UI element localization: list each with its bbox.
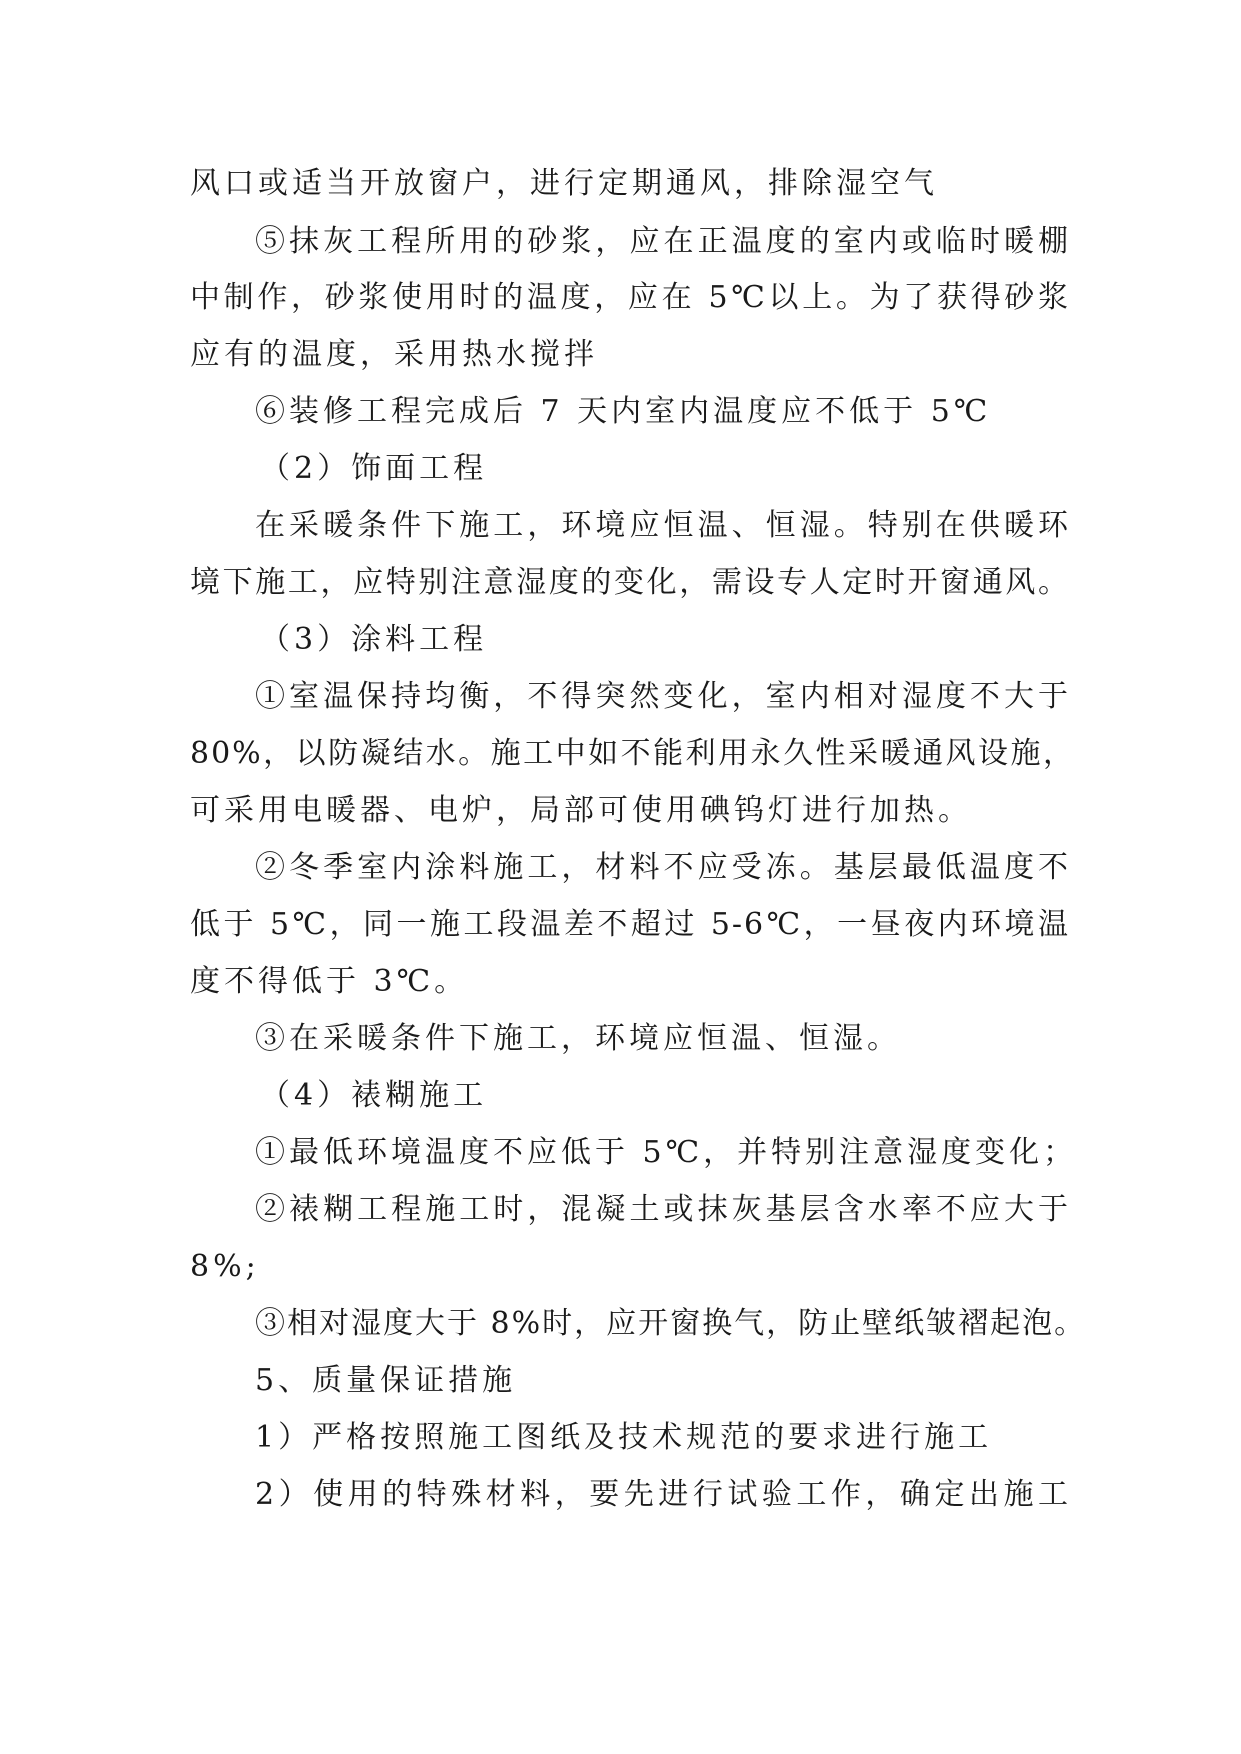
paragraph-line: 在采暖条件下施工，环境应恒温、恒湿。特别在供暖环 (255, 508, 1070, 543)
document-page (190, 0, 1087, 1754)
paragraph-line: ③在采暖条件下施工，环境应恒温、恒湿。 (255, 1021, 901, 1056)
paragraph-line: ②冬季室内涂料施工，材料不应受冻。基层最低温度不 (255, 850, 1070, 885)
paragraph-line: 应有的温度，采用热水搅拌 (190, 337, 598, 372)
section-heading: （4）裱糊施工 (260, 1078, 488, 1113)
paragraph-line: ②裱糊工程施工时，混凝土或抹灰基层含水率不应大于 (255, 1192, 1070, 1227)
section-heading: （3）涂料工程 (260, 622, 488, 657)
paragraph-line: 低于 5℃，同一施工段温差不超过 5-6℃，一昼夜内环境温 (190, 907, 1070, 942)
paragraph-line: ①室温保持均衡，不得突然变化，室内相对湿度不大于 (255, 679, 1070, 714)
paragraph-line: 可采用电暖器、电炉，局部可使用碘钨灯进行加热。 (190, 793, 972, 828)
paragraph-line: 风口或适当开放窗户，进行定期通风，排除湿空气 (190, 166, 938, 201)
paragraph-line: 2）使用的特殊材料，要先进行试验工作，确定出施工 (255, 1477, 1070, 1512)
paragraph-line: 80%，以防凝结水。施工中如不能利用永久性采暖通风设施， (190, 736, 1075, 771)
paragraph-line: 1）严格按照施工图纸及技术规范的要求进行施工 (255, 1420, 993, 1455)
section-heading: （2）饰面工程 (260, 451, 488, 486)
paragraph-line: ③相对湿度大于 8%时，应开窗换气，防止壁纸皱褶起泡。 (255, 1306, 1087, 1341)
section-heading: 5、质量保证措施 (255, 1363, 517, 1398)
paragraph-line: ⑥装修工程完成后 7 天内室内温度应不低于 5℃ (255, 394, 992, 429)
paragraph-line: ⑤抹灰工程所用的砂浆，应在正温度的室内或临时暖棚 (255, 224, 1070, 259)
paragraph-line: 8%; (190, 1249, 260, 1284)
paragraph-line: ①最低环境温度不应低于 5℃，并特别注意湿度变化； (255, 1135, 1078, 1170)
paragraph-line: 度不得低于 3℃。 (190, 964, 469, 999)
paragraph-line: 中制作，砂浆使用时的温度，应在 5℃以上。为了获得砂浆 (190, 280, 1070, 315)
paragraph-line: 境下施工，应特别注意湿度的变化，需设专人定时开窗通风。 (190, 565, 1070, 600)
